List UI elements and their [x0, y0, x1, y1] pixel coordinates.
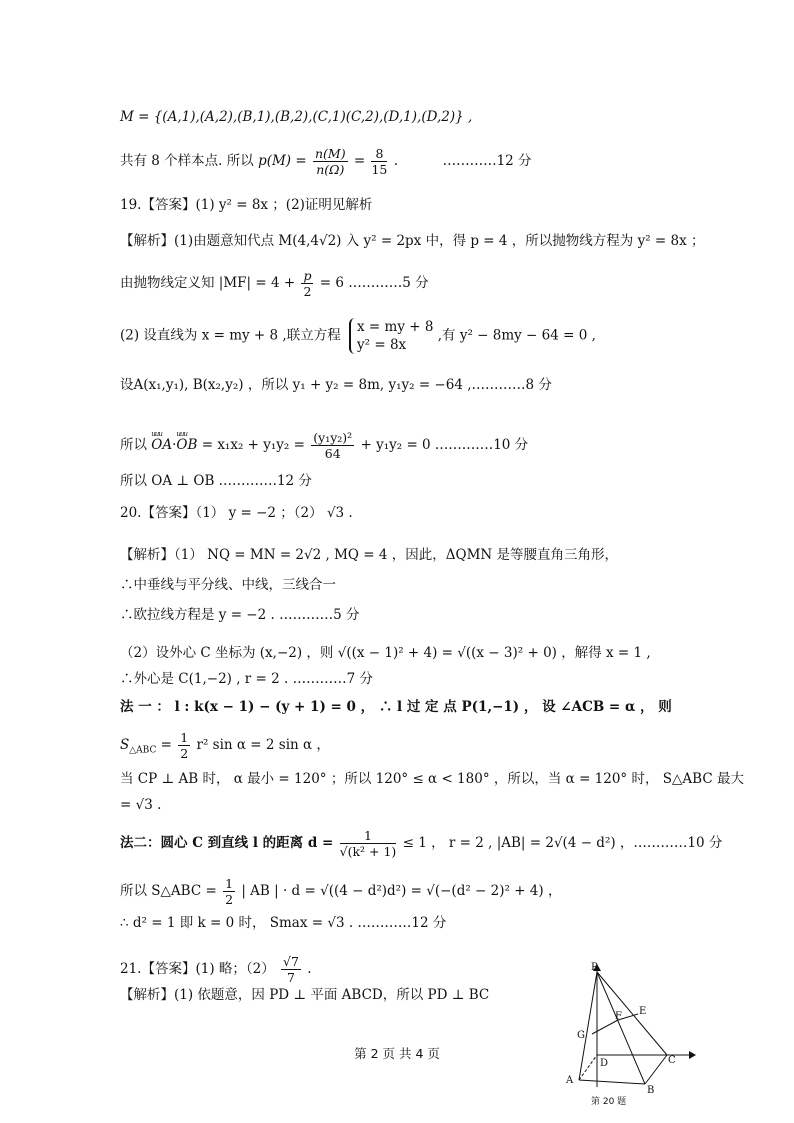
q20-method-2-result: ∴ d² = 1 即 k = 0 时， Smax = √3 . …………12 分: [120, 915, 447, 931]
fraction-sqrt7-7: $\frac{√7}{7}$: [283, 954, 299, 985]
label-f: F: [615, 1011, 622, 1022]
q20-analysis-5: ∴外心是 C(1,−2) , r = 2 . …………7 分: [120, 671, 373, 687]
label-p: P: [591, 962, 598, 973]
label-g: G: [577, 1030, 585, 1041]
q19-answer: 19.【答案】(1) y² = 8x ；(2)证明见解析: [120, 197, 373, 213]
fraction-y1y2-64: $\frac{\text{(y₁y₂)²}}{64}$: [313, 430, 353, 461]
edge-bc: [645, 1055, 667, 1084]
q21-answer: 21.【答案】(1) 略；（2） $\frac{√7}{7}$ .: [120, 954, 312, 985]
q20-method-2: 法二：圆心 C 到直线 l 的距离 d = $\frac{1}{\text{√(k² + 1)}}$ ≤ 1 ， r = 2 , |AB| = 2√(4 − d²) ，…………10 分: [120, 828, 723, 859]
q19-analysis-5: 所以 uuu OA·uuu OB = x₁x₂ + y₁y₂ = $\frac{\text{(y₁y₂)²}}{64}$ + y₁y₂ = 0 .…………10 分: [120, 430, 528, 461]
equation-system: x = my + 8 y² = 8x: [349, 318, 433, 354]
q20-method-2-area: 所以 S△ABC = $\frac{1}{2}$ | AB | · d = √((4 − d²)d²) = √(−(d² − 2)² + 4) ，: [120, 876, 562, 907]
vector-oa: uuu OA: [151, 436, 172, 454]
q19-analysis-3: (2) 设直线为 x = my + 8 ,联立方程 x = my + 8 y² = 8x ,有 y² − 8my − 64 = 0 ,: [120, 319, 596, 353]
q20-method-1-result: = √3 .: [120, 797, 162, 813]
fraction-half-2: $\frac{1}{2}$: [225, 876, 234, 907]
figure-caption: 第 20 题: [591, 1097, 627, 1107]
segment-gf: [592, 1020, 618, 1034]
label-e: E: [639, 1006, 647, 1017]
line-probability: 共有 8 个样本点. 所以 p(M) = $\frac{n(M)}{n(\Omega)}$ = $\frac{8}{15}$ . …………12 分: [120, 146, 532, 177]
edge-pc: [597, 972, 667, 1055]
vector-ob: uuu OB: [176, 436, 197, 454]
q19-analysis-2: 由抛物线定义知 |MF| = 4 + $\frac{p}{2}$ = 6 …………5 分: [120, 268, 429, 299]
page-footer: 第 2 页 共 4 页: [354, 1046, 440, 1061]
q20-analysis-2: ∴中垂线与平分线、中线，三线合一: [120, 577, 336, 593]
q20-method-1-max: 当 CP ⊥ AB 时， α 最小 = 120° ；所以 120° ≤ α < 180° ，所以，当 α = 120° 时， S△ABC 最大: [120, 771, 744, 787]
fraction-nm: $\frac{n(M)}{n(\Omega)}$: [314, 146, 346, 177]
line-sample-set: M = {(A,1),(A,2),(B,1),(B,2),(C,1)(C,2),(D,1),(D,2)} ,: [120, 109, 473, 125]
fraction-p-2: $\frac{p}{2}$: [303, 268, 312, 299]
q20-method-1: 法 一 ： l : k(x − 1) − (y + 1) = 0 ， ∴ l 过 定 点 P(1,−1) ， 设 ∠ACB = α ， 则: [120, 699, 672, 715]
label-a: A: [566, 1075, 574, 1086]
fraction-half: $\frac{1}{2}$: [180, 730, 189, 761]
label-c: C: [668, 1055, 676, 1066]
fraction-8-15: $\frac{8}{15}$: [371, 146, 388, 177]
pyramid-figure: [555, 962, 705, 1112]
q20-analysis-3: ∴欧拉线方程是 y = −2 . …………5 分: [120, 607, 360, 623]
label-d: D: [600, 1058, 609, 1069]
q19-analysis-6: 所以 OA ⊥ OB .…………12 分: [120, 473, 312, 489]
q20-method-1-area: $S_{\triangle ABC}$ = $\frac{1}{2}$ r² sin α = 2 sin α ，: [120, 730, 330, 761]
q20-analysis-1: 【解析】（1） NQ = MN = 2√2 , MQ = 4 ，因此，ΔQMN 是等腰直角三角形，: [120, 547, 618, 563]
edge-ab: [579, 1080, 645, 1084]
q21-analysis-1: 【解析】(1) 依题意，因 PD ⊥ 平面 ABCD，所以 PD ⊥ BC: [120, 987, 490, 1003]
edge-pa: [579, 972, 597, 1080]
fraction-distance: $\frac{1}{\text{√(k² + 1)}}$: [339, 828, 397, 859]
q20-answer: 20.【答案】（1） y = −2 ；（2） √3 .: [120, 505, 353, 521]
axis-x-arrow: [689, 1051, 696, 1059]
q19-analysis-4: 设A(x₁,y₁), B(x₂,y₂) ，所以 y₁ + y₂ = 8m, y₁y₂ = −64 ,…………8 分: [120, 377, 552, 393]
edge-ad: [579, 1055, 597, 1080]
q19-analysis-1: 【解析】(1)由题意知代点 M(4,4√2) 入 y² = 2px 中，得 p = 4 ，所以抛物线方程为 y² = 8x ；: [120, 233, 705, 249]
label-b: B: [647, 1085, 655, 1096]
q20-analysis-4: （2）设外心 C 坐标为 (x,−2) ，则 √((x − 1)² + 4) = √((x − 3)² + 0) ，解得 x = 1 ,: [120, 645, 651, 661]
